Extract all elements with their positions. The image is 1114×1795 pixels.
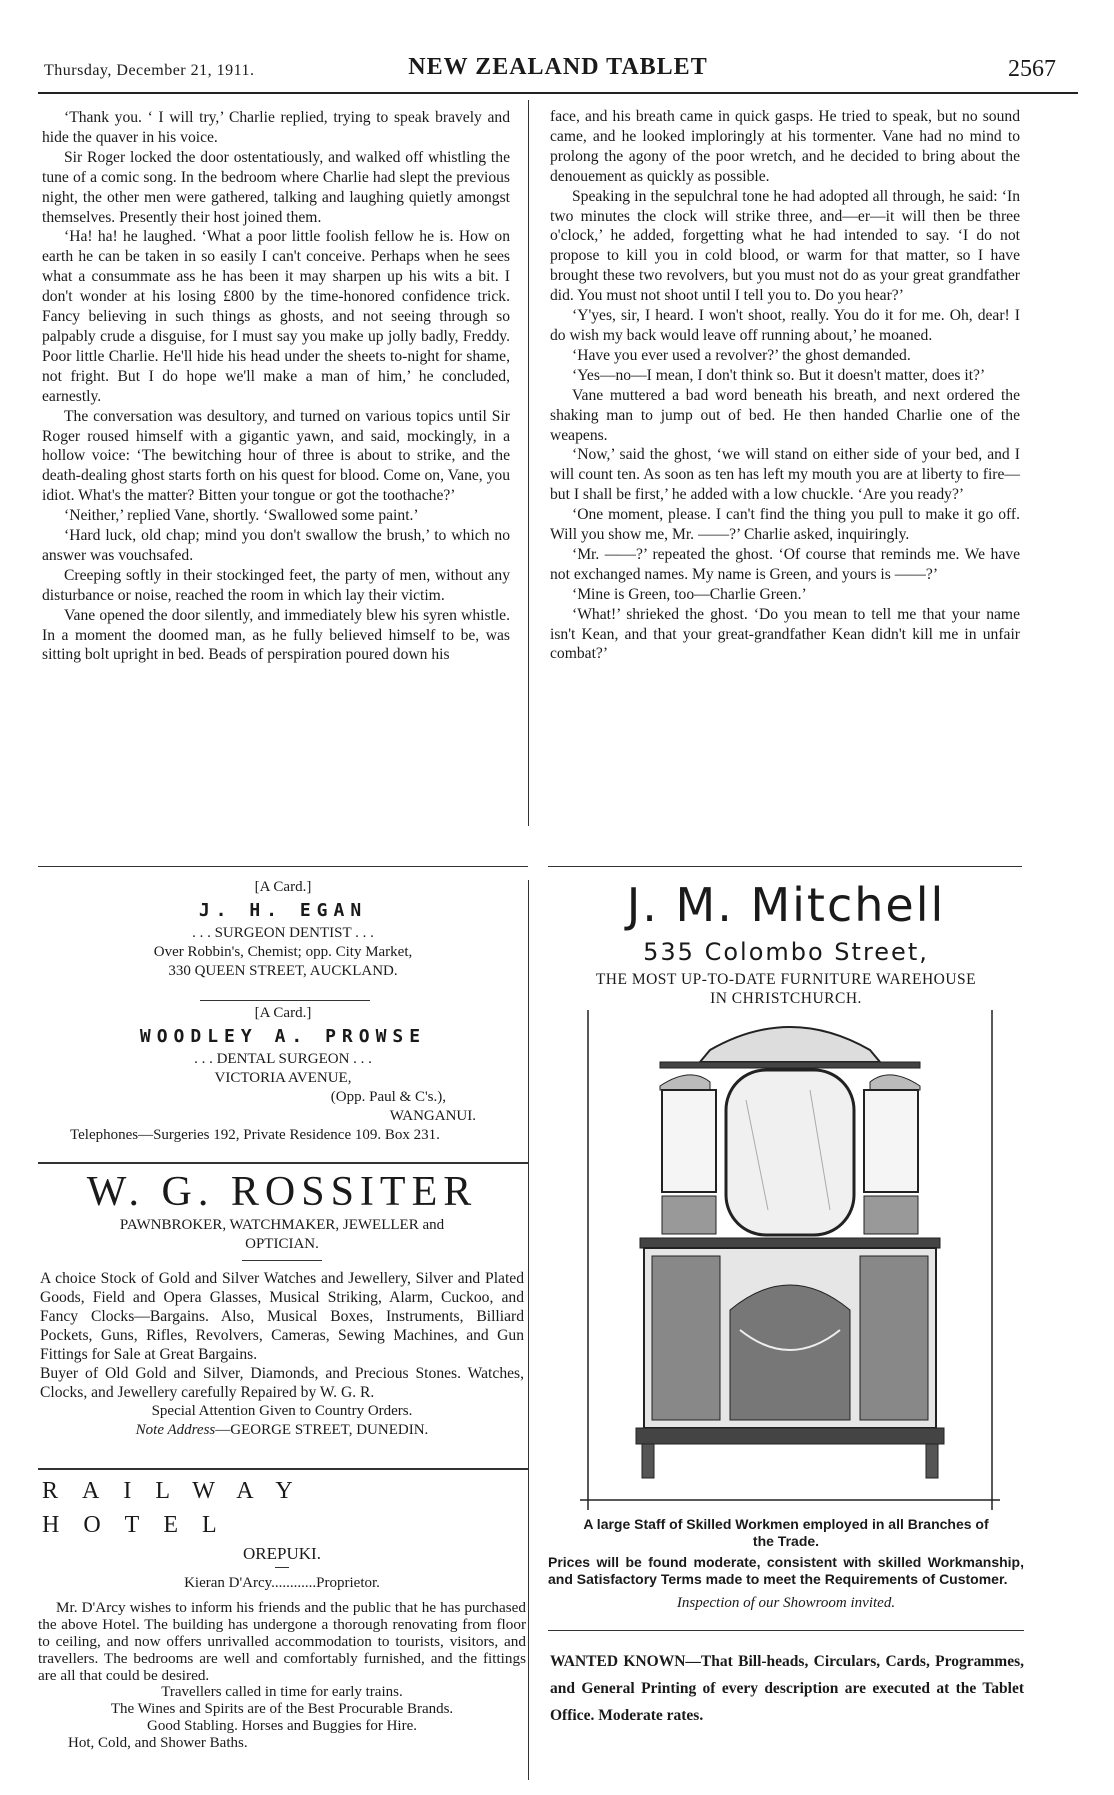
ad-egan-role: . . . SURGEON DENTIST . . .: [192, 925, 374, 941]
ad-mitchell-name: J. M. Mitchell: [626, 878, 946, 932]
ad-railway-place: OREPUKI.: [243, 1544, 321, 1563]
ad-rossiter-trade: PAWNBROKER, WATCHMAKER, JEWELLER and: [119, 1217, 445, 1233]
ad-railway-hotel: [38, 1474, 526, 1752]
ad-mitchell: [548, 878, 1024, 1008]
ad-prowse-avenue: VICTORIA AVENUE,: [214, 1070, 352, 1086]
column-divider: [528, 100, 529, 826]
ad-rule: [38, 1468, 528, 1470]
ad-rossiter-address: [38, 1421, 526, 1440]
ad-prowse-name: WOODLEY A. PROWSE: [139, 1026, 427, 1047]
ad-prowse-telephones: Telephones—Surgeries 192, Private Residence 109. Box 231.: [70, 1127, 440, 1143]
section-rule: [548, 866, 1022, 867]
page-header: [38, 52, 1078, 88]
story-right-column: [550, 107, 1020, 664]
ad-railway-stabling: Good Stabling. Horses and Buggies for Hire.: [147, 1718, 417, 1734]
ad-mitchell-staff: A large Staff of Skilled Workmen employed in all Branches of the Trade.: [583, 1516, 989, 1549]
ad-railway-body: Mr. D'Arcy wishes to inform his friends and the public that he has purchased the above Hotel. The building has undergone a thorough renovating from floor to ceiling, and now offers unrivalled accommodation to tourists, visitors, and travellers. The bedrooms are well and comfortably furnished, and the fittings are all that could be desired.: [38, 1599, 526, 1684]
paragraph: The conversation was desultory, and turned on various topics until Sir Roger roused himself with a gigantic yawn, and said, mockingly, in a hollow voice: ‘The bewitching hour of three is about to strike, and the death-dealing ghost starts forth on his quest for blood. Come on, Vane, you idiot. What's the matter? Bitten your tongue or got the toothache?’: [42, 407, 510, 505]
ad-railway-wines: The Wines and Spirits are of the Best Procurable Brands.: [110, 1701, 454, 1717]
paragraph: ‘Mr. ——?’ repeated the ghost. ‘Of course that reminds me. We have not exchanged names. My name is Green, and yours is ——?’: [550, 545, 1020, 583]
paragraph: ‘Y'yes, sir, I heard. I won't shoot, really. You do it for me. Oh, dear! I do wish my back would leave off running about,’ he moaned.: [550, 307, 1020, 344]
ad-prowse-role: . . . DENTAL SURGEON . . .: [194, 1051, 372, 1067]
ad-rule: [275, 1567, 289, 1568]
ad-rule: [242, 1260, 322, 1261]
ad-mitchell-tagline2: IN CHRISTCHURCH.: [710, 990, 862, 1007]
paragraph: ‘Yes—no—I mean, I don't think so. But it doesn't matter, does it?’: [572, 366, 986, 384]
ad-mitchell-prices: Prices will be found moderate, consistent with skilled Workmanship, and Satisfactory Terms made to meet the Requirements of Customer.: [548, 1554, 1024, 1587]
ad-prowse: [40, 1004, 526, 1145]
story-left-column: [42, 108, 510, 665]
ad-mitchell-inspection: Inspection of our Showroom invited.: [676, 1595, 896, 1611]
wanted-known-notice: WANTED KNOWN—That Bill-heads, Circulars, Cards, Programmes, and General Printing of every description are executed at the Tablet Office. Moderate rates.: [550, 1653, 1024, 1724]
ad-rossiter-name: W. G. ROSSITER: [86, 1169, 478, 1215]
paragraph: Sir Roger locked the door ostentatiously, and walked off whistling the tune of a comic song. In the bedroom where Charlie had slept the previous night, the other men were gathered, talking and laughing quietly amongst themselves. Presently their host joined them.: [42, 148, 510, 226]
paragraph: ‘One moment, please. I can't find the thing you pull to make it go off. Will you show me, Mr. ——?’ Charlie asked, inquiringly.: [550, 506, 1020, 544]
ad-mitchell-tagline: THE MOST UP-TO-DATE FURNITURE WAREHOUSE: [595, 971, 977, 988]
ad-mitchell-footer: [548, 1516, 1024, 1613]
masthead: NEW ZEALAND TABLET: [408, 54, 708, 80]
ad-railway-trains: Travellers called in time for early trains.: [161, 1684, 403, 1700]
note-address-label: Note Address: [135, 1422, 216, 1438]
ad-prowse-town: WANGANUI.: [389, 1108, 476, 1124]
paragraph: Vane opened the door silently, and immediately blew his syren whistle. In a moment the doomed man, as he fully believed himself to be, was sitting bolt upright in bed. Beads of perspiration poured down his: [42, 606, 510, 664]
paragraph: Creeping softly in their stockinged feet, the party of men, without any disturbance or noise, reached the room in which lay their victim.: [42, 566, 510, 604]
ad-rule: [38, 1162, 528, 1164]
ad-rossiter-buyer: Buyer of Old Gold and Silver, Diamonds, and Precious Stones. Watches, Clocks, and Jewellery carefully Repaired by W. G. R.: [40, 1365, 524, 1401]
ad-egan-address: Over Robbin's, Chemist; opp. City Market,: [153, 944, 413, 960]
ad-rossiter-body: A choice Stock of Gold and Silver Watches and Jewellery, Silver and Plated Goods, Field and Opera Glasses, Musical Striking, Alarm, Cuckoo, and Fancy Clocks—Bargains. Also, Musical Boxes, Instruments, Billiard Pockets, Guns, Rifles, Revolvers, Cameras, Sewing Machines, and Gun Fittings for Sale at Great Bargains.: [40, 1270, 524, 1363]
ad-egan: [40, 878, 526, 981]
ad-mitchell-street: 535 Colombo Street,: [643, 938, 929, 966]
ad-egan-name: J. H. EGAN: [198, 900, 368, 921]
paragraph: ‘Ha! ha! he laughed. ‘What a poor little foolish fellow he is. How on earth he can be taken in so easily I can't conceive. Perhaps when he sees what a consummate ass he has been it may sharpen up his wits a bit. I don't wonder at his losing £800 by the time-honored confidence trick. Fancy believing in such things as ghosts, and not seeing through so palpably crude a disguise, for I must say you make up jolly badly, Freddy. Poor little Charlie. He'll hide his head under the sheets to-night for shame, not fright. But I do hope we'll make a man of him,’ he concluded, earnestly.: [42, 228, 510, 405]
ad-railway-baths: Hot, Cold, and Shower Baths.: [68, 1735, 248, 1751]
paragraph: face, and his breath came in quick gasps. He tried to speak, but no sound came, and he looked imploringly at his tormenter. Vane had no mind to prolong the agony of the poor wretch, and he decided to bring about the denouement as quickly as possible.: [550, 108, 1020, 185]
ad-railway-name: RAILWAY HOTEL: [42, 1478, 316, 1538]
issue-date: Thursday, December 21, 1911.: [44, 62, 255, 79]
ad-rossiter: [38, 1168, 526, 1440]
ad-rossiter-special: Special Attention Given to Country Orders.: [151, 1403, 413, 1419]
page-number: 2567: [1008, 56, 1056, 82]
paragraph: ‘Now,’ said the ghost, ‘we will stand on either side of your bed, and I will count ten. As soon as ten has left my mouth you are at liberty to fire—but I shall be first,’ he added with a low chuckle. ‘Are you ready?’: [550, 446, 1020, 504]
paragraph: ‘Mine is Green, too—Charlie Green.’: [572, 585, 807, 603]
paragraph: ‘Thank you. ‘ I will try,’ Charlie replied, trying to speak bravely and hide the quaver in his voice.: [42, 109, 510, 146]
ad-egan-street: 330 QUEEN STREET, AUCKLAND.: [168, 963, 398, 979]
paragraph: ‘Neither,’ replied Vane, shortly. ‘Swallowed some paint.’: [64, 507, 419, 525]
paragraph: ‘What!’ shrieked the ghost. ‘Do you mean to tell me that your name isn't Kean, and that your great-grandfather Kean didn't kill me in unfair combat?’: [550, 605, 1020, 663]
ad-railway-proprietor: Kieran D'Arcy............Proprietor.: [184, 1575, 380, 1591]
paragraph: Vane muttered a bad word beneath his breath, and next ordered the shaking man to jump out of bed. He then handed Charlie one of the weapens.: [550, 386, 1020, 444]
sideboard-drawing: [636, 1027, 944, 1478]
paragraph: ‘Have you ever used a revolver?’ the ghost demanded.: [572, 346, 911, 364]
section-rule: [38, 866, 528, 867]
ad-prowse-opp: (Opp. Paul & C's.),: [330, 1089, 446, 1105]
ad-card-label: [A Card.]: [254, 879, 312, 895]
paragraph: ‘Hard luck, old chap; mind you don't swallow the brush,’ to which no answer was vouchsafed.: [42, 527, 510, 564]
ad-mitchell-illustration: [580, 1010, 1000, 1510]
header-rule: [38, 92, 1078, 94]
paragraph: Speaking in the sepulchral tone he had adopted all through, he said: ‘In two minutes the clock will strike three, and—er—it will then be three o'clock,’ he added, forgetting what he had intended to say. ‘I do not propose to kill you in cold blood, or warm for that matter, so I have brought these two revolvers, but you must not do as your great grandfather did. You must not shoot until I tell you to. Do you hear?’: [550, 187, 1020, 305]
ad-rossiter-trade2: OPTICIAN.: [245, 1236, 319, 1252]
ads-column-divider: [528, 880, 529, 1780]
note-address-value: —GEORGE STREET, DUNEDIN.: [215, 1422, 429, 1438]
ad-rule: [548, 1630, 1024, 1631]
ad-rule: [200, 1000, 370, 1001]
ad-card-label: [A Card.]: [254, 1005, 312, 1021]
